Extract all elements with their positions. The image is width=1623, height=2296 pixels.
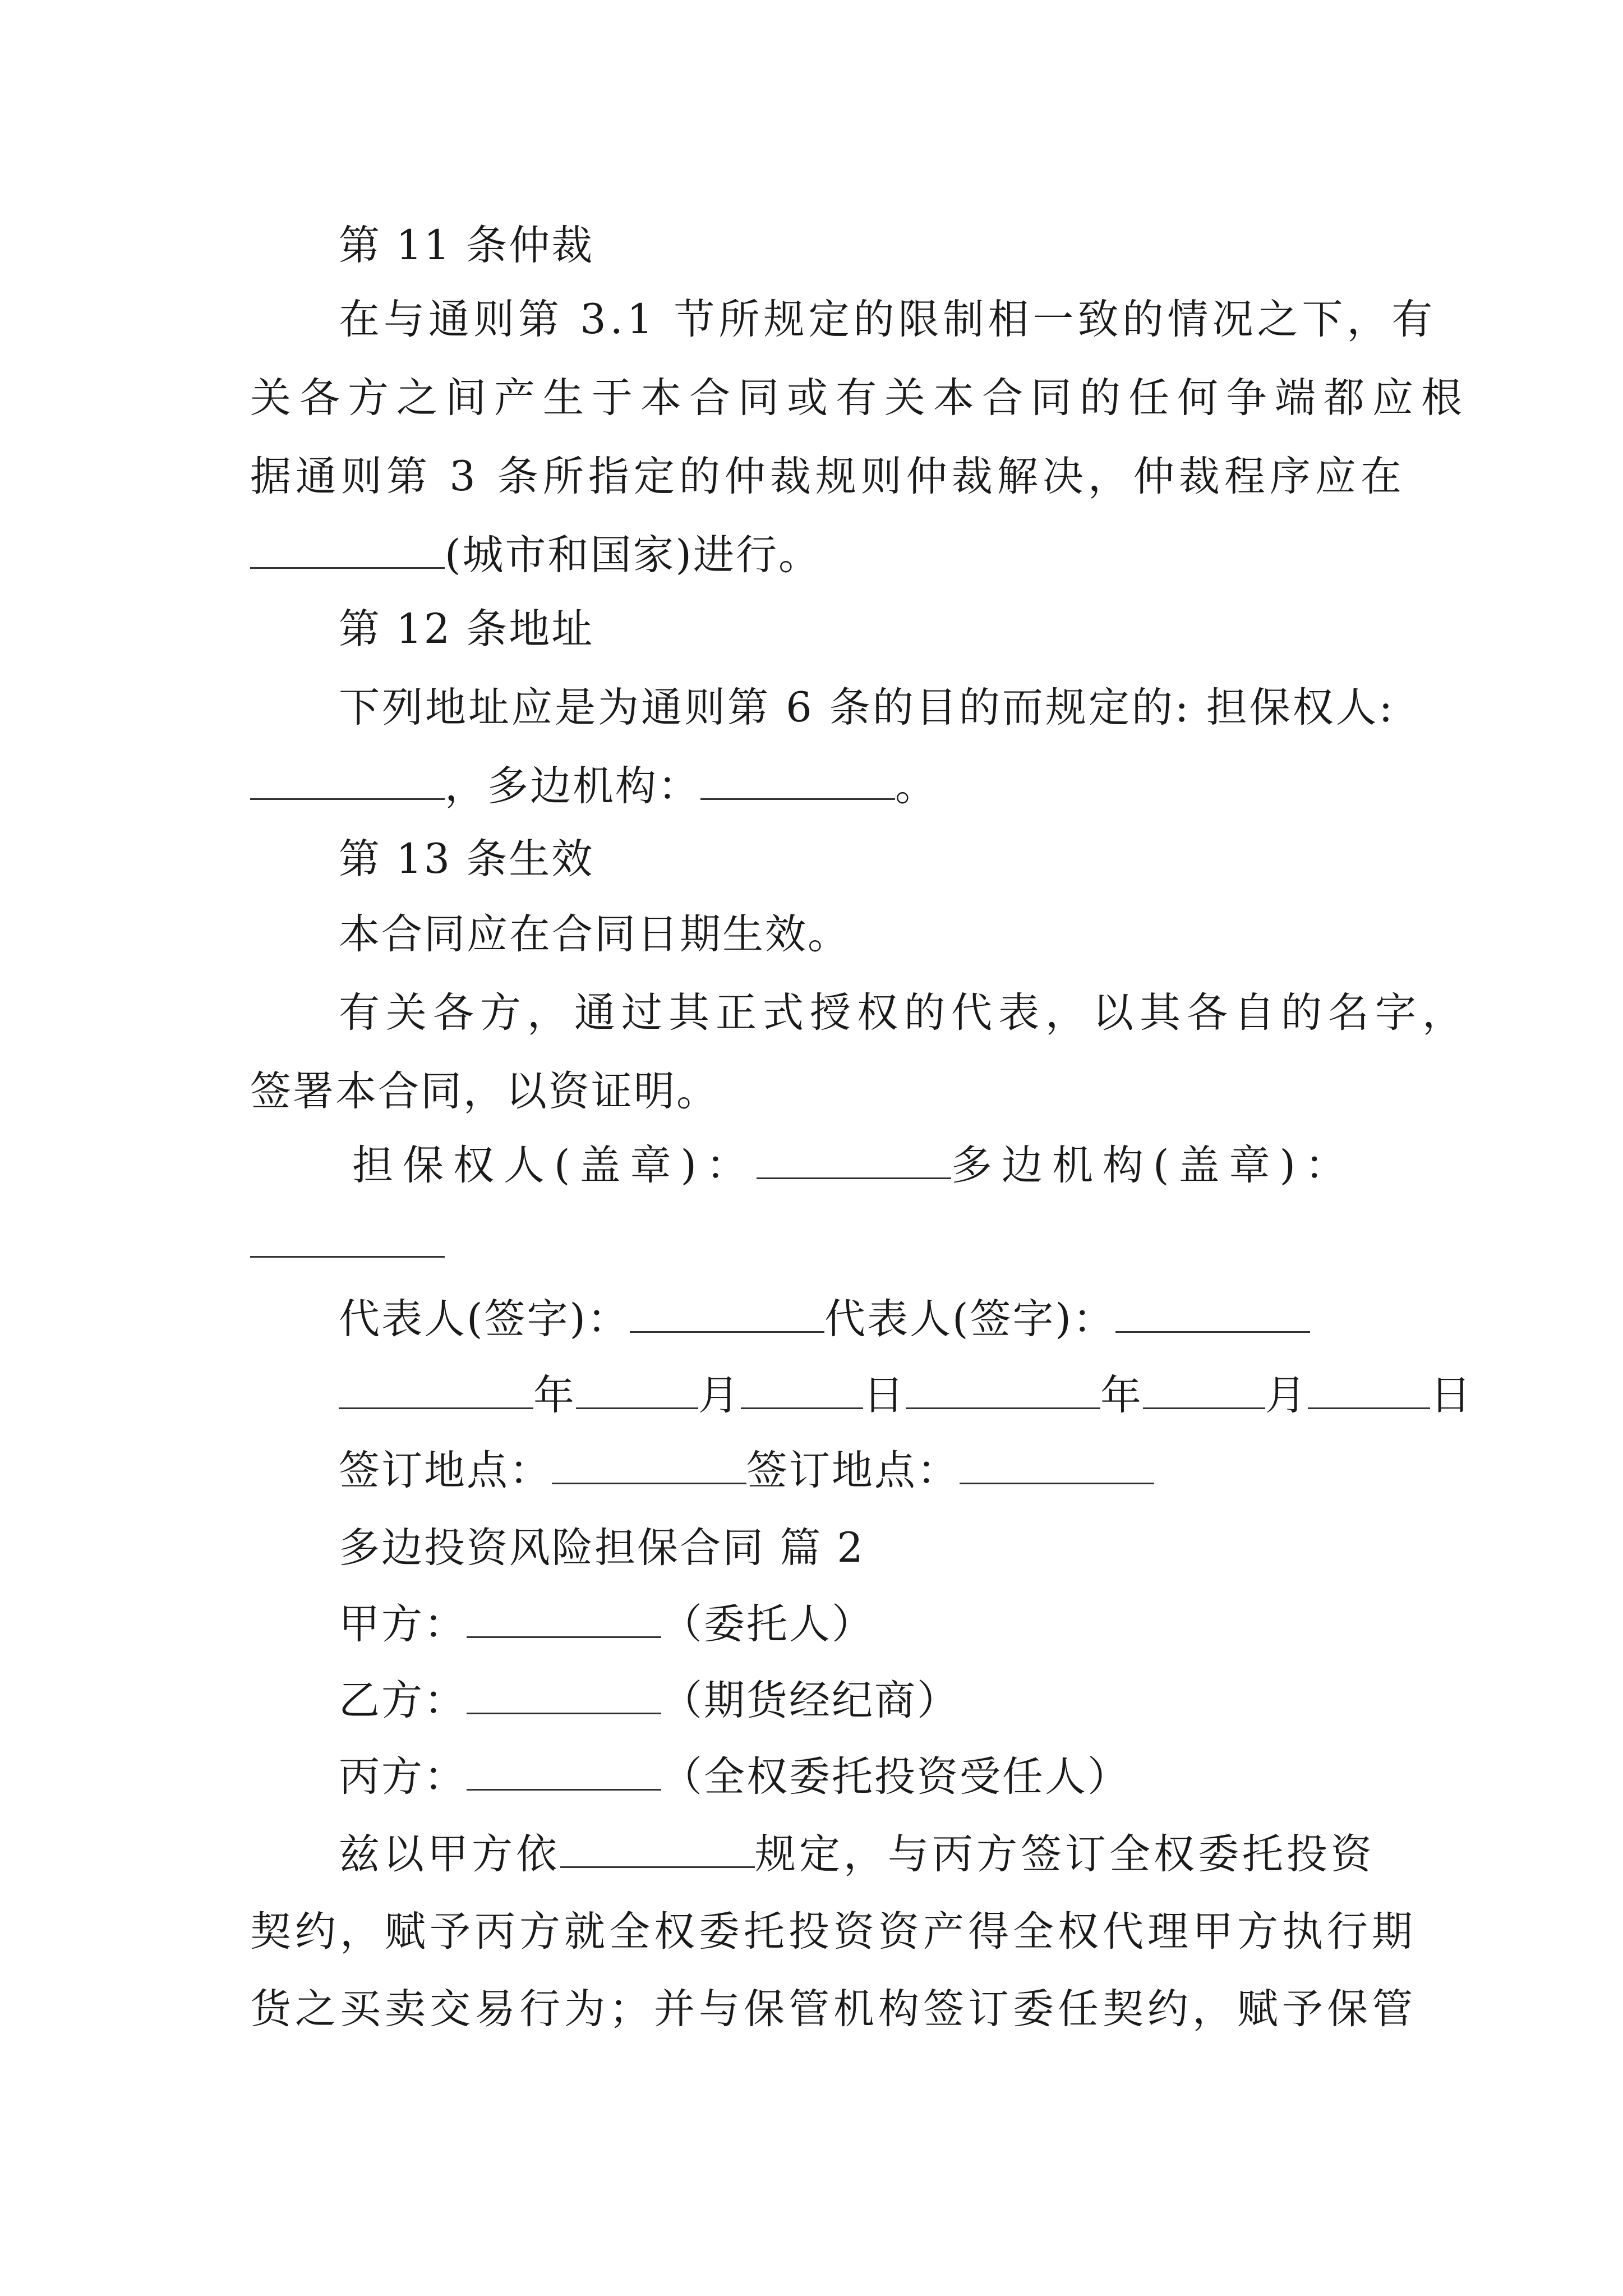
fill-in-blank[interactable]	[757, 1143, 951, 1179]
recital-line	[250, 1985, 1417, 2034]
representative-label: 代表人(签字)：	[824, 1295, 1115, 1343]
paragraph-text: 在与通则第 3.1 节所规定的限制相一致的情况之下，有	[339, 296, 1437, 343]
party-role: （全权委托投资受任人）	[661, 1753, 1130, 1801]
article-12-paragraph-line	[339, 683, 1395, 733]
day-label: 日	[1430, 1372, 1473, 1419]
fill-in-blank[interactable]	[560, 1832, 755, 1868]
paragraph-text: 据通则第 3 条所指定的仲裁规则仲裁解决，仲裁程序应在	[250, 453, 1406, 500]
signing-place-label: 签订地点：	[339, 1447, 552, 1494]
party-label: 丙方：	[339, 1753, 467, 1801]
article-12-paragraph-line	[250, 762, 938, 811]
party-label: 甲方：	[339, 1600, 467, 1648]
fill-in-blank[interactable]	[339, 1373, 533, 1409]
fill-in-blank[interactable]	[467, 1678, 661, 1714]
heading-text: 第 12 条地址	[339, 605, 594, 653]
party-label: 乙方：	[339, 1677, 467, 1724]
fill-in-blank[interactable]	[1308, 1373, 1430, 1409]
signing-place-line	[339, 1446, 1154, 1496]
paragraph-text: 契约，赋予丙方就全权委托投资资产得全权代理甲方执行期	[250, 1908, 1417, 1955]
month-label: 月	[698, 1372, 741, 1419]
paragraph-text: 签署本合同，以资证明。	[250, 1068, 719, 1115]
year-label: 年	[1100, 1372, 1143, 1419]
seal-line-continued	[250, 1220, 445, 1269]
fill-in-blank[interactable]	[630, 1296, 824, 1333]
paragraph-text: (城市和国家)进行。	[445, 531, 821, 579]
article-12-heading	[339, 605, 594, 654]
fill-in-blank[interactable]	[250, 532, 445, 569]
heading-text: 第 13 条生效	[339, 835, 594, 883]
fill-in-blank[interactable]	[741, 1373, 863, 1409]
paragraph-text: 关各方之间产生于本合同或有关本合同的任何争端都应根	[250, 374, 1470, 422]
party-c-line	[339, 1752, 1130, 1802]
fill-in-blank[interactable]	[960, 1448, 1154, 1484]
paragraph-text: 兹以甲方依	[339, 1830, 560, 1878]
paragraph-text: 。	[895, 762, 938, 810]
seal-line	[352, 1141, 1355, 1190]
paragraph-text: 货之买卖交易行为；并与保管机构签订委任契约，赋予保管	[250, 1985, 1417, 2033]
heading-text: 第 11 条仲裁	[339, 222, 594, 269]
party-b-line	[339, 1676, 960, 1726]
witness-paragraph-line	[250, 1067, 719, 1116]
fill-in-blank[interactable]	[250, 763, 445, 800]
signing-place-label: 签订地点：	[746, 1447, 960, 1494]
fill-in-blank[interactable]	[467, 1602, 661, 1638]
fill-in-blank[interactable]	[552, 1448, 746, 1484]
heading-text: 多边投资风险担保合同 篇 2	[339, 1524, 865, 1572]
article-11-heading	[339, 221, 594, 270]
paragraph-text: 下列地址应是为通则第 6 条的目的而规定的: 担保权人:	[339, 684, 1395, 731]
fill-in-blank[interactable]	[467, 1754, 661, 1791]
section-title	[339, 1524, 865, 1573]
paragraph-text: 本合同应在合同日期生效。	[339, 910, 850, 958]
party-role: （期货经纪商）	[661, 1677, 960, 1724]
fill-in-blank[interactable]	[906, 1373, 1100, 1409]
witness-paragraph-line	[339, 988, 1469, 1038]
representative-label: 代表人(签字)：	[339, 1295, 630, 1343]
fill-in-blank[interactable]	[700, 763, 895, 800]
representative-line	[339, 1295, 1310, 1344]
party-role: （委托人）	[661, 1600, 874, 1648]
year-label: 年	[533, 1372, 576, 1419]
article-11-paragraph-line	[250, 374, 1470, 423]
article-11-paragraph-line	[250, 452, 1406, 501]
article-11-paragraph-line	[250, 531, 821, 580]
paragraph-text: 规定，与丙方签订全权委托投资	[755, 1830, 1375, 1878]
recital-line	[339, 1830, 1375, 1879]
guarantor-seal-label: 担保权人(盖章)：	[352, 1142, 757, 1189]
fill-in-blank[interactable]	[576, 1373, 698, 1409]
fill-in-blank[interactable]	[1143, 1373, 1265, 1409]
article-13-paragraph-line	[339, 910, 850, 959]
article-11-paragraph-line	[339, 295, 1437, 344]
month-label: 月	[1265, 1372, 1308, 1419]
paragraph-text: 有关各方，通过其正式授权的代表，以其各自的名字，	[339, 989, 1469, 1037]
article-13-heading	[339, 835, 594, 884]
paragraph-text: ，多边机构：	[445, 762, 700, 810]
party-a-line	[339, 1600, 874, 1649]
agency-seal-label: 多边机构(盖章)：	[951, 1142, 1355, 1189]
day-label: 日	[863, 1372, 906, 1419]
fill-in-blank[interactable]	[250, 1221, 445, 1258]
date-line	[339, 1371, 1473, 1420]
recital-line	[250, 1907, 1417, 1957]
fill-in-blank[interactable]	[1115, 1296, 1310, 1333]
